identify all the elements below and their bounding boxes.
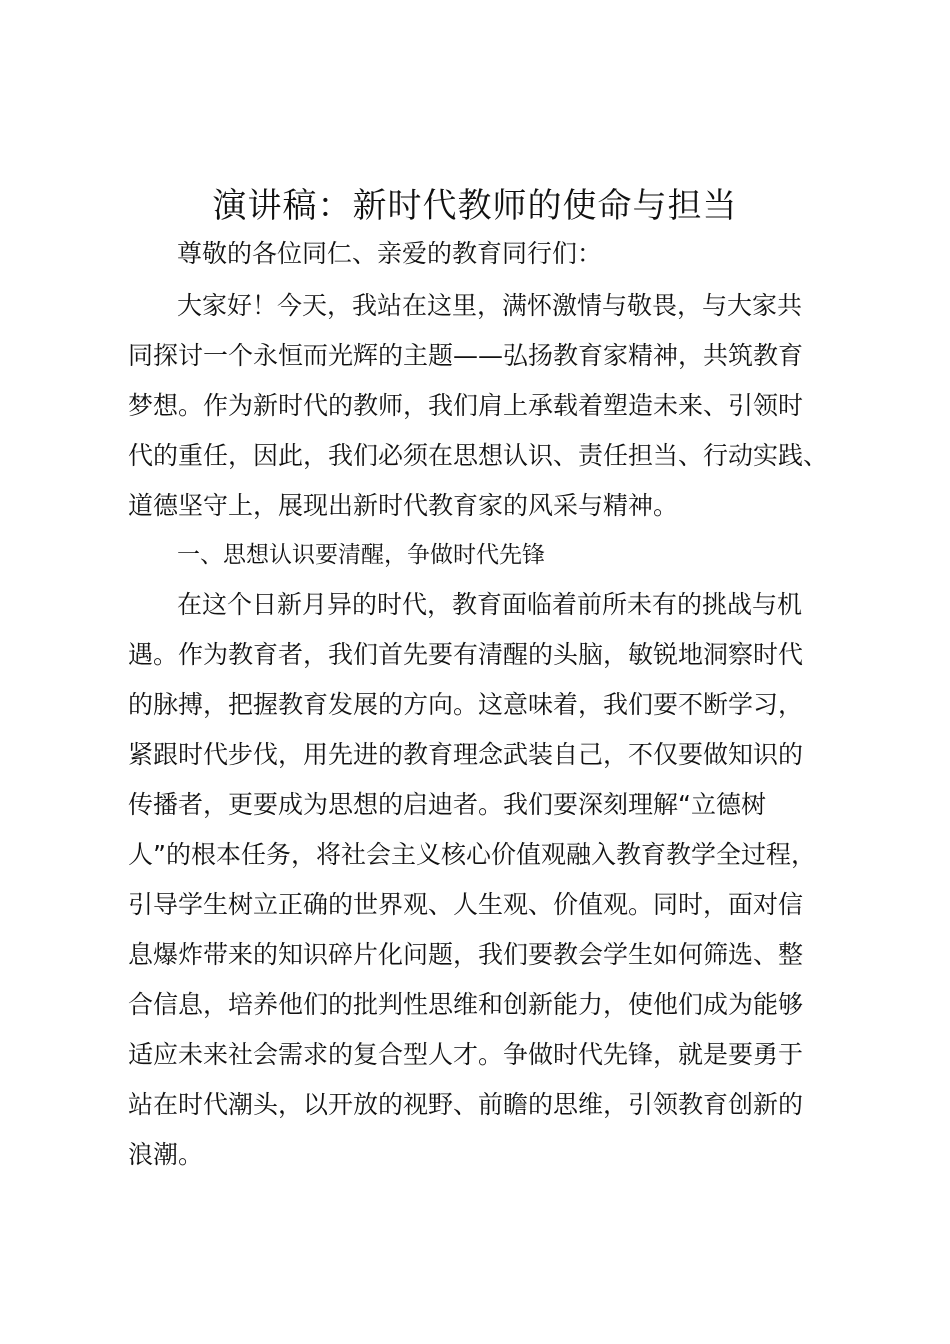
paragraph-line: 大家好！今天，我站在这里，满怀激情与敬畏，与大家共 [177, 291, 803, 320]
paragraph-line: 梦想。作为新时代的教师，我们肩上承载着塑造未来、引领时 [128, 391, 804, 420]
paragraph-line: 紧跟时代步伐，用先进的教育理念武装自己，不仅要做知识的 [128, 740, 804, 769]
paragraph-line: 人”的根本任务，将社会主义核心价值观融入教育教学全过程， [128, 840, 816, 869]
paragraph-line: 合信息，培养他们的批判性思维和创新能力，使他们成为能够 [128, 990, 804, 1019]
paragraph-opening [128, 281, 833, 531]
paragraph-line: 道德坚守上，展现出新时代教育家的风采与精神。 [128, 491, 679, 520]
paragraph-line: 在这个日新月异的时代，教育面临着前所未有的挑战与机 [177, 590, 803, 619]
paragraph-line: 息爆炸带来的知识碎片化问题，我们要教会学生如何筛选、整 [128, 940, 804, 969]
paragraph-line: 遇。作为教育者，我们首先要有清醒的头脑，敏锐地洞察时代 [128, 640, 804, 669]
document-title: 演讲稿：新时代教师的使命与担当 [212, 186, 738, 226]
paragraph-line: 同探讨一个永恒而光辉的主题——弘扬教育家精神，共筑教育 [128, 341, 804, 370]
paragraph-line: 引导学生树立正确的世界观、人生观、价值观。同时，面对信 [128, 890, 804, 919]
paragraph-section-1 [128, 580, 833, 1180]
paragraph-line: 代的重任，因此，我们必须在思想认识、责任担当、行动实践、 [128, 441, 829, 470]
section-heading: 一、思想认识要清醒，争做时代先锋 [177, 542, 545, 568]
paragraph-line: 传播者，更要成为思想的启迪者。我们要深刻理解“立德树 [128, 790, 766, 819]
salutation: 尊敬的各位同仁、亲爱的教育同行们： [177, 239, 603, 268]
paragraph-line: 的脉搏，把握教育发展的方向。这意味着，我们要不断学习， [128, 690, 804, 719]
paragraph-line: 站在时代潮头，以开放的视野、前瞻的思维，引领教育创新的 [128, 1090, 804, 1119]
paragraph-line: 适应未来社会需求的复合型人才。争做时代先锋，就是要勇于 [128, 1040, 804, 1069]
paragraph-line: 浪潮。 [128, 1140, 204, 1169]
